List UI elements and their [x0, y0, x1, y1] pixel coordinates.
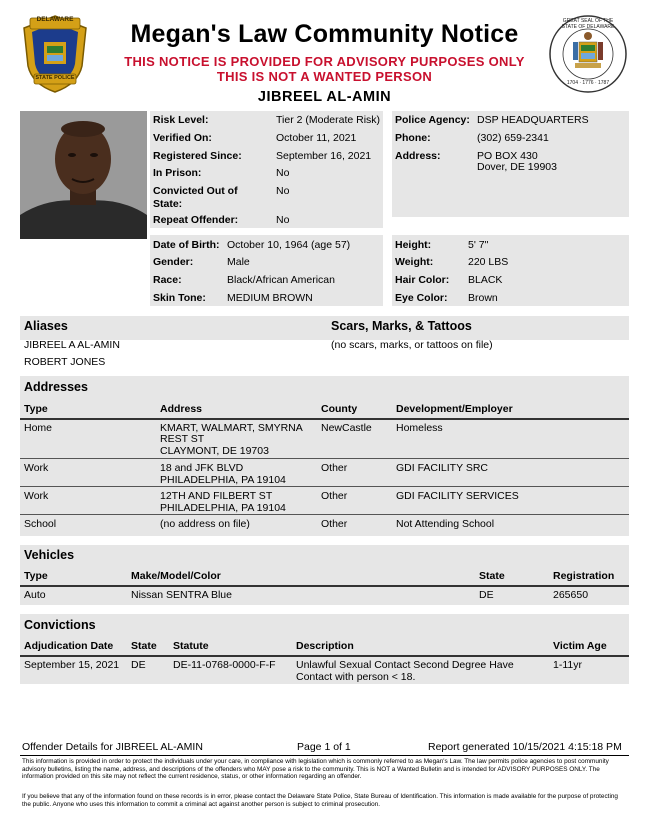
convicted-out-of-state-value: No: [276, 185, 290, 197]
badge-bottom-text: STATE POLICE: [35, 75, 75, 81]
dob-label: Date of Birth:: [153, 239, 220, 251]
conviction-state: DE: [131, 659, 146, 671]
skin-tone-value: MEDIUM BROWN: [227, 292, 313, 304]
footer-page-number: Page 1 of 1: [297, 741, 351, 753]
conviction-date: September 15, 2021: [24, 659, 120, 671]
agency-address-line1: PO BOX 430: [477, 150, 538, 162]
addresses-header-rule: [20, 418, 629, 420]
alias-item: ROBERT JONES: [24, 356, 106, 368]
convictions-col-victim-age: Victim Age: [553, 640, 607, 652]
footer-disclaimer-1: This information is provided in order to protect the individuals under your care, in compliance with legislation which is commonly referred to as Megan's Law. The law permits police agencies to post community advisory bulletins, listing the name, address, and descriptions of the offenders who MAY pose a risk to the community. This is NOT a Wanted Bulletin and is intended for ADVISORY PURPOSES ONLY. The information provided on this site may not reflect the current residence, status, or other information regarding an offender.: [22, 758, 609, 781]
in-prison-value: No: [276, 167, 290, 179]
row-divider: [20, 458, 629, 459]
advisory-line-2: THIS IS NOT A WANTED PERSON: [216, 69, 433, 84]
address-row-employer: Homeless: [396, 422, 443, 434]
dob-value: October 10, 1964 (age 57): [227, 239, 351, 251]
convictions-header-rule: [20, 655, 629, 657]
address-row-line: CLAYMONT, DE 19703: [160, 445, 269, 457]
vehicles-col-state: State: [479, 570, 505, 582]
skin-tone-label: Skin Tone:: [153, 292, 206, 304]
addresses-heading: Addresses: [24, 380, 88, 394]
in-prison-label: In Prison:: [153, 167, 202, 179]
state-police-badge: [20, 14, 90, 94]
address-row-line: KMART, WALMART, SMYRNA: [160, 422, 303, 434]
address-row-county: NewCastle: [321, 422, 372, 434]
police-agency-label: Police Agency:: [395, 114, 470, 126]
vehicle-make: Nissan SENTRA Blue: [131, 589, 232, 601]
hair-color-value: BLACK: [468, 274, 503, 286]
address-row-line: 18 and JFK BLVD: [160, 462, 244, 474]
eye-color-label: Eye Color:: [395, 292, 448, 304]
gender-label: Gender:: [153, 256, 194, 268]
convictions-col-statute: Statute: [173, 640, 209, 652]
footer-disclaimer-2: If you believe that any of the information found on these records is in error, please contact the Delaware State Police, State Bureau of Identification. This information is made available for the purpose of protecting the public. Anyone who uses this information to commit a criminal act against another person is subject to criminal prosecution.: [22, 793, 618, 808]
address-row-type: Work: [24, 462, 49, 474]
aliases-header-bar: [20, 316, 629, 340]
address-row-county: Other: [321, 518, 348, 530]
addresses-col-address: Address: [160, 403, 203, 415]
eye-color-value: Brown: [468, 292, 498, 304]
weight-label: Weight:: [395, 256, 434, 268]
row-divider: [20, 514, 629, 515]
alias-item: JIBREEL A AL-AMIN: [24, 339, 120, 351]
police-agency-value: DSP HEADQUARTERS: [477, 114, 589, 126]
address-row-line: REST ST: [160, 433, 205, 445]
gender-value: Male: [227, 256, 250, 268]
race-value: Black/African American: [227, 274, 335, 286]
weight-value: 220 LBS: [468, 256, 509, 268]
convictions-col-state: State: [131, 640, 157, 652]
verified-on-label: Verified On:: [153, 132, 212, 144]
conviction-description: Unlawful Sexual Contact Second Degree Have: [296, 659, 514, 671]
footer-rule: [20, 755, 629, 756]
offender-name: JIBREEL AL-AMIN: [257, 89, 392, 105]
height-label: Height:: [395, 239, 432, 251]
address-row-county: Other: [321, 490, 348, 502]
footer-generated: Report generated 10/15/2021 4:15:18 PM: [428, 741, 622, 753]
agency-address-label: Address:: [395, 150, 441, 162]
seal-text: GREAT SEAL OF THE STATE OF DELAWARE: [561, 18, 615, 30]
address-row-line: 12TH AND FILBERT ST: [160, 490, 273, 502]
address-row-employer: Not Attending School: [396, 518, 495, 530]
risk-level-label: Risk Level:: [153, 114, 209, 126]
addresses-col-county: County: [321, 403, 358, 415]
hair-color-label: Hair Color:: [395, 274, 450, 286]
convicted-out-of-state-label: Convicted Out of State:: [153, 185, 238, 210]
row-divider: [20, 486, 629, 487]
page-title: Megan's Law Community Notice: [130, 20, 519, 48]
scars-note: (no scars, marks, or tattoos on file): [331, 339, 493, 351]
vehicle-type: Auto: [24, 589, 46, 601]
conviction-description: Contact with person < 18.: [296, 671, 416, 683]
repeat-offender-value: No: [276, 214, 290, 226]
verified-on-value: October 11, 2021: [276, 132, 357, 144]
conviction-statute: DE-11-0768-0000-F-F: [173, 659, 276, 671]
vehicles-col-registration: Registration: [553, 570, 615, 582]
badge-top-text: DELAWARE: [36, 16, 74, 23]
aliases-heading: Aliases: [24, 319, 68, 333]
conviction-victim-age: 1-11yr: [553, 659, 582, 671]
addresses-col-employer: Development/Employer: [396, 403, 513, 415]
address-row-type: Home: [24, 422, 53, 434]
vehicles-header-rule: [20, 585, 629, 587]
agency-address-line2: Dover, DE 19903: [477, 161, 557, 173]
vehicles-section: [20, 545, 629, 605]
address-row-type: Work: [24, 490, 49, 502]
offender-photo: [20, 111, 147, 239]
scars-heading: Scars, Marks, & Tattoos: [331, 319, 472, 333]
registered-since-value: September 16, 2021: [276, 150, 372, 162]
address-row-county: Other: [321, 462, 348, 474]
convictions-col-description: Description: [296, 640, 354, 652]
vehicles-heading: Vehicles: [24, 548, 75, 562]
vehicles-col-make: Make/Model/Color: [131, 570, 221, 582]
phone-label: Phone:: [395, 132, 431, 144]
vehicles-col-type: Type: [24, 570, 48, 582]
address-row-type: School: [24, 518, 57, 530]
convictions-heading: Convictions: [24, 618, 96, 632]
addresses-section: [20, 376, 629, 536]
address-row-employer: GDI FACILITY SERVICES: [396, 490, 519, 502]
address-row-line: PHILADELPHIA, PA 19104: [160, 502, 286, 514]
phone-value: (302) 659-2341: [477, 132, 549, 144]
footer-offender-details: Offender Details for JIBREEL AL-AMIN: [22, 741, 203, 753]
convictions-col-date: Adjudication Date: [24, 640, 114, 652]
address-row-line: (no address on file): [160, 518, 250, 530]
registered-since-label: Registered Since:: [153, 150, 242, 162]
addresses-col-type: Type: [24, 403, 48, 415]
address-row-line: PHILADELPHIA, PA 19104: [160, 474, 286, 486]
height-value: 5' 7": [468, 239, 489, 251]
repeat-offender-label: Repeat Offender:: [153, 214, 239, 226]
risk-level-value: Tier 2 (Moderate Risk): [276, 114, 381, 126]
vehicle-state: DE: [479, 589, 494, 601]
address-row-employer: GDI FACILITY SRC: [396, 462, 488, 474]
vehicle-registration: 265650: [553, 589, 589, 601]
seal-years: 1704 · 1776 · 1787: [566, 80, 610, 86]
race-label: Race:: [153, 274, 182, 286]
advisory-line-1: THIS NOTICE IS PROVIDED FOR ADVISORY PURPOSES ONLY: [124, 54, 525, 69]
